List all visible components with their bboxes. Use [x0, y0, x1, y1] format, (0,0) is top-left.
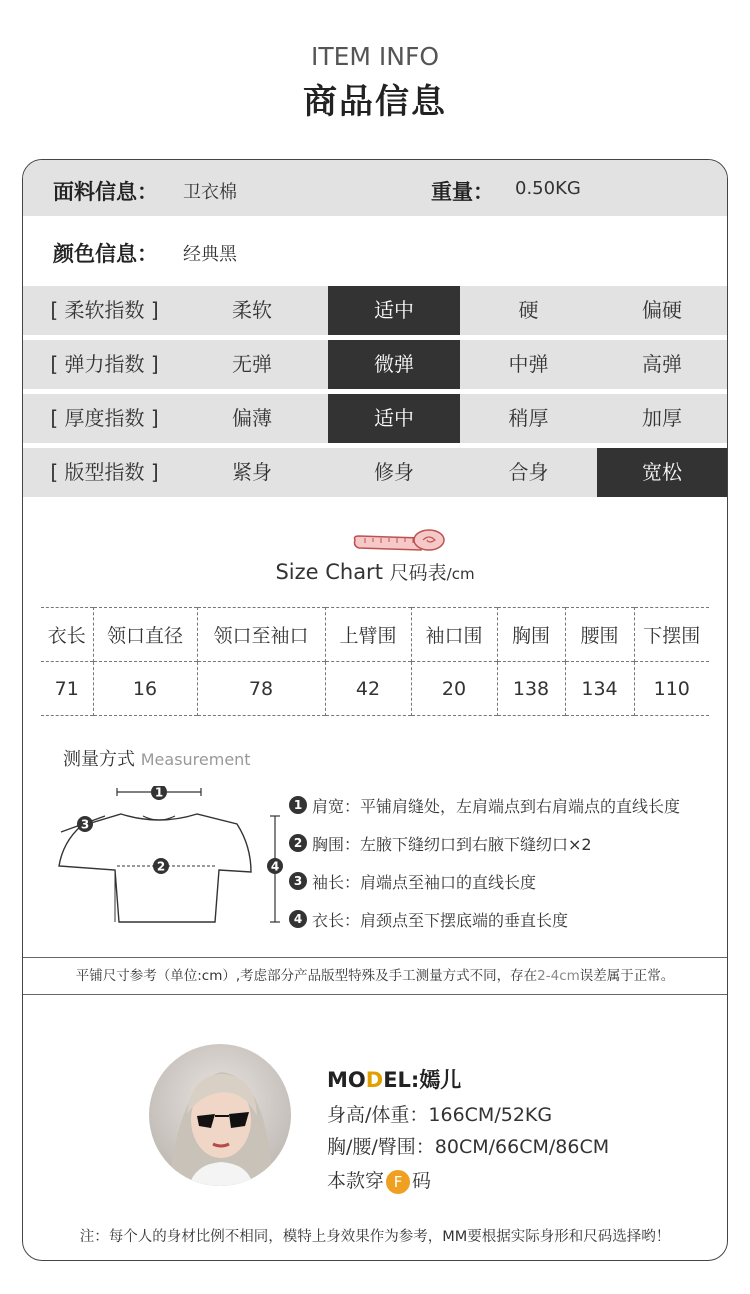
index-option: 硬 — [518, 298, 539, 322]
fabric-value: 卫衣棉 — [183, 182, 237, 203]
weight-value: 0.50KG — [515, 178, 581, 199]
size-table-cell: 20 — [411, 662, 497, 716]
header-title-zh: 商品信息 — [303, 82, 447, 122]
color-row — [23, 216, 727, 286]
index-option: 偏硬 — [642, 298, 682, 322]
step-number-icon: 2 — [289, 834, 307, 852]
size-table-header: 胸围 — [497, 608, 565, 662]
step-number-icon: 4 — [289, 910, 307, 928]
size-chart-title-en: Size Chart — [275, 560, 383, 584]
color-value: 经典黑 — [183, 244, 237, 265]
index-option: 紧身 — [232, 460, 272, 484]
measurement-step — [289, 900, 719, 938]
note-suffix: 误差属于正常。 — [579, 968, 675, 984]
size-chart-title-zh: 尺码表 — [389, 562, 447, 584]
model-size-badge: F — [386, 1170, 410, 1194]
index-row — [23, 448, 727, 497]
size-chart-title — [23, 558, 727, 585]
step-desc: ：肩颈点至下摆底端的垂直长度 — [344, 910, 569, 930]
svg-text:2: 2 — [156, 859, 166, 874]
index-option: 加厚 — [642, 406, 682, 430]
size-table-header: 领口至袖口 — [197, 608, 325, 662]
measurement-step — [289, 786, 719, 824]
step-desc: ：肩端点至袖口的直线长度 — [344, 872, 537, 892]
model-size-prefix: 本款穿 — [327, 1170, 385, 1192]
measurement-step — [289, 862, 719, 900]
size-table-header: 上臂围 — [325, 608, 411, 662]
size-table-cell: 138 — [497, 662, 565, 716]
model-height-weight: 身高/体重：166CM/52KG — [327, 1104, 553, 1126]
note-prefix: 平铺尺寸参考（单位:cm）,考虑部分产品版型特殊及手工测量方式不同，存在 — [75, 968, 538, 984]
size-table-header: 下摆围 — [634, 608, 709, 662]
size-chart-unit: /cm — [446, 565, 475, 583]
step-desc: ：平铺肩缝处，左肩端点到右肩端点的直线长度 — [344, 796, 681, 816]
index-option-selected: 适中 — [328, 394, 460, 443]
size-table-header: 袖口围 — [411, 608, 497, 662]
model-size-suffix: 码 — [412, 1170, 432, 1192]
info-card — [22, 159, 728, 1261]
weight-label: 重量： — [431, 180, 494, 204]
index-option: 无弹 — [232, 352, 272, 376]
index-option: 稍厚 — [508, 406, 549, 430]
index-row — [23, 286, 727, 335]
index-row-label: [ 弹力指数 ] — [50, 352, 159, 376]
svg-text:1: 1 — [154, 786, 164, 800]
index-row — [23, 340, 727, 389]
measurement-title-zh: 测量方式 — [63, 749, 135, 770]
step-number-icon: 1 — [289, 796, 307, 814]
index-row — [23, 394, 727, 443]
model-name — [327, 1064, 461, 1094]
measurement-title — [63, 745, 251, 771]
model-size — [327, 1166, 431, 1194]
step-part: 胸围 — [312, 834, 345, 854]
step-desc: ：左腋下缝纫口到右腋下缝纫口×2 — [344, 834, 592, 854]
size-table-cell: 110 — [634, 662, 709, 716]
footer-note: 注：每个人的身材比例不相同，模特上身效果作为参考，MM要根据实际身形和尺码选择哟！ — [79, 1229, 671, 1245]
index-option: 合身 — [508, 460, 549, 484]
size-table-cell: 134 — [565, 662, 634, 716]
svg-text:3: 3 — [80, 817, 90, 832]
index-option: 柔软 — [232, 298, 272, 322]
sweater-diagram — [51, 786, 291, 926]
model-name-prefix: MO — [327, 1068, 366, 1092]
measurement-step — [289, 824, 719, 862]
size-table-value-row — [41, 662, 709, 716]
size-table-cell: 16 — [93, 662, 197, 716]
header-title-en: ITEM INFO — [310, 42, 440, 71]
size-table-cell: 78 — [197, 662, 325, 716]
step-part: 肩宽 — [312, 796, 345, 816]
size-table-header-row — [41, 608, 709, 662]
index-row-label: [ 柔软指数 ] — [50, 298, 159, 322]
size-table-cell: 71 — [54, 677, 79, 700]
index-row-label: [ 厚度指数 ] — [50, 406, 159, 430]
index-row-label: [ 版型指数 ] — [50, 460, 159, 484]
model-measurements: 胸/腰/臀围：80CM/66CM/86CM — [327, 1136, 610, 1158]
step-number-icon: 3 — [289, 872, 307, 890]
index-option-selected: 适中 — [328, 286, 460, 335]
index-option: 修身 — [374, 460, 414, 484]
size-table-header: 腰围 — [565, 608, 634, 662]
model-name-d: D — [365, 1068, 384, 1092]
measurement-steps — [289, 786, 719, 938]
size-table-header: 领口直径 — [93, 608, 197, 662]
model-name-zh: 嫣儿 — [419, 1068, 462, 1092]
step-part: 袖长 — [312, 872, 345, 892]
measurement-note — [23, 957, 727, 995]
tape-measure-icon — [351, 526, 447, 556]
model-name-suffix: EL: — [383, 1068, 420, 1092]
index-option-selected: 宽松 — [597, 448, 727, 497]
model-avatar — [149, 1044, 291, 1186]
index-option-selected: 微弹 — [328, 340, 460, 389]
index-option: 中弹 — [508, 352, 549, 376]
svg-text:4: 4 — [270, 859, 280, 874]
fabric-row — [23, 160, 727, 216]
index-option: 偏薄 — [232, 406, 272, 430]
size-table — [41, 607, 709, 716]
fabric-label: 面料信息： — [53, 180, 158, 204]
step-part: 衣长 — [312, 910, 345, 930]
measurement-title-en: Measurement — [140, 750, 251, 769]
color-label: 颜色信息： — [53, 242, 158, 266]
index-option: 高弹 — [642, 352, 682, 376]
size-table-header: 衣长 — [47, 625, 86, 647]
size-table-cell: 42 — [325, 662, 411, 716]
note-range: 2-4cm — [537, 968, 580, 984]
